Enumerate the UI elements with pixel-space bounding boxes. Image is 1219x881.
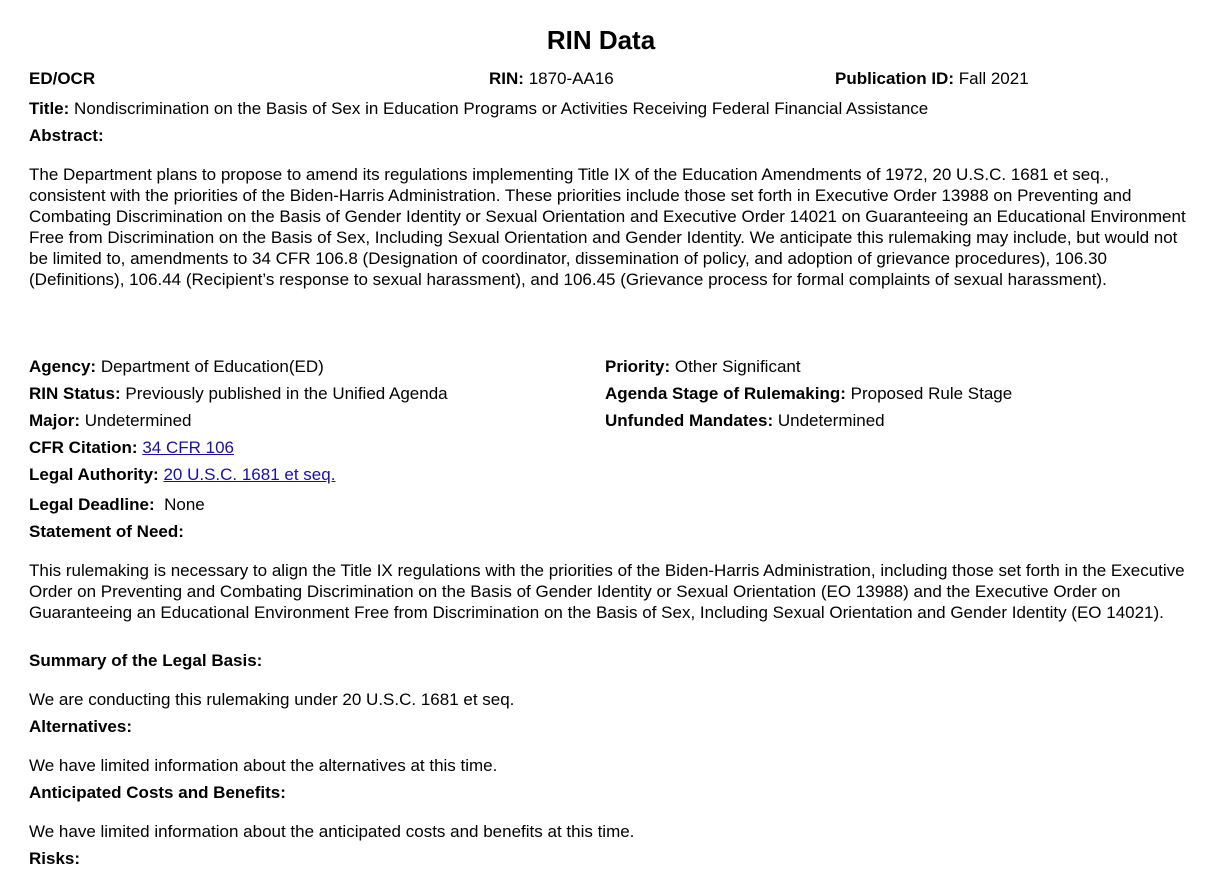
legal-basis-text: We are conducting this rulemaking under 20 U.S.C. 1681 et seq.: [29, 690, 515, 709]
priority-label: Priority:: [605, 357, 671, 376]
title-field: [29, 98, 928, 119]
major-field: [29, 410, 192, 431]
legal-basis-label: Summary of the Legal Basis:: [29, 651, 263, 670]
agency-value: Department of Education(ED): [100, 357, 324, 376]
agency-code: [29, 68, 95, 89]
unfunded-mandates-label: Unfunded Mandates:: [605, 411, 774, 430]
risks-label: Risks:: [29, 849, 81, 868]
statement-of-need-text: This rulemaking is necessary to align the Title IX regulations with the priorities of the Biden-Harris Administration, including those set forth in the Executive Order on Preventing and Combating Discrimination on the Basis of Gender Identity or Sexual Orientation (EO 13988) and the Executive Order on Guaranteeing an Educational Environment Free from Discrimination on the Basis of Sex, Including Sexual Orientation and Gender Identity (EO 14021).: [29, 561, 1185, 622]
legal-authority-field: [29, 464, 335, 485]
abstract-label: Abstract:: [29, 126, 104, 145]
title-value: Nondiscrimination on the Basis of Sex in Education Programs or Activities Receiving Federal Financial Assistance: [74, 99, 929, 118]
risks-heading: [29, 848, 80, 869]
costs-benefits-label: Anticipated Costs and Benefits:: [29, 783, 286, 802]
agency-code-value: ED/OCR: [29, 69, 96, 88]
rin-field: [489, 68, 614, 89]
legal-basis-heading: [29, 650, 262, 671]
publication-id-value: Fall 2021: [958, 69, 1029, 88]
unfunded-mandates-field: [605, 410, 885, 431]
cfr-citation-label: CFR Citation:: [29, 438, 138, 457]
rin-status-value: Previously published in the Unified Agenda: [125, 384, 448, 403]
costs-benefits-heading: [29, 782, 286, 803]
major-value: Undetermined: [84, 411, 192, 430]
rin-value: 1870-AA16: [528, 69, 614, 88]
publication-id-label: Publication ID:: [835, 69, 954, 88]
legal-deadline-field: [29, 494, 205, 515]
statement-of-need-heading: [29, 521, 184, 542]
alternatives-heading: [29, 716, 132, 737]
legal-authority-link[interactable]: 20 U.S.C. 1681 et seq.: [163, 465, 336, 484]
alternatives-label: Alternatives:: [29, 717, 132, 736]
agency-label: Agency:: [29, 357, 97, 376]
publication-id-field: [835, 68, 1029, 89]
agenda-stage-label: Agenda Stage of Rulemaking:: [605, 384, 846, 403]
abstract-text: The Department plans to propose to amend its regulations implementing Title IX of the Education Amendments of 1972, 20 U.S.C. 1681 et seq., consistent with the priorities of the Biden-Harris Administration. These priorities include those set forth in Executive Order 13988 on Preventing and Combating Discrimination on the Basis of Gender Identity or Sexual Orientation and Executive Order 14021 on Guaranteeing an Educational Environment Free from Discrimination on the Basis of Sex, Including Sexual Orientation and Gender Identity. We anticipate this rulemaking may include, but would not be limited to, amendments to 34 CFR 106.8 (Designation of coordinator, dissemination of policy, and adoption of grievance procedures), 106.30 (Definitions), 106.44 (Recipient’s response to sexual harassment), and 106.45 (Grievance process for formal complaints of sexual harassment).: [29, 165, 1186, 289]
rin-label: RIN:: [489, 69, 524, 88]
major-label: Major:: [29, 411, 80, 430]
unfunded-mandates-value: Undetermined: [777, 411, 885, 430]
priority-field: [605, 356, 801, 377]
legal-authority-label: Legal Authority:: [29, 465, 159, 484]
agency-field: [29, 356, 324, 377]
agenda-stage-field: [605, 383, 1012, 404]
alternatives-text: We have limited information about the alternatives at this time.: [29, 756, 498, 775]
rin-status-field: [29, 383, 448, 404]
priority-value: Other Significant: [674, 357, 801, 376]
legal-deadline-value: None: [164, 495, 205, 514]
agenda-stage-value: Proposed Rule Stage: [850, 384, 1013, 403]
title-label: Title:: [29, 99, 70, 118]
abstract-heading: [29, 125, 104, 146]
statement-of-need-label: Statement of Need:: [29, 522, 184, 541]
rin-status-label: RIN Status:: [29, 384, 121, 403]
cfr-citation-field: [29, 437, 234, 458]
legal-deadline-label: Legal Deadline:: [29, 495, 155, 514]
cfr-citation-link[interactable]: 34 CFR 106: [142, 438, 234, 457]
costs-benefits-text: We have limited information about the anticipated costs and benefits at this time.: [29, 822, 635, 841]
page-title: RIN Data: [546, 25, 656, 55]
